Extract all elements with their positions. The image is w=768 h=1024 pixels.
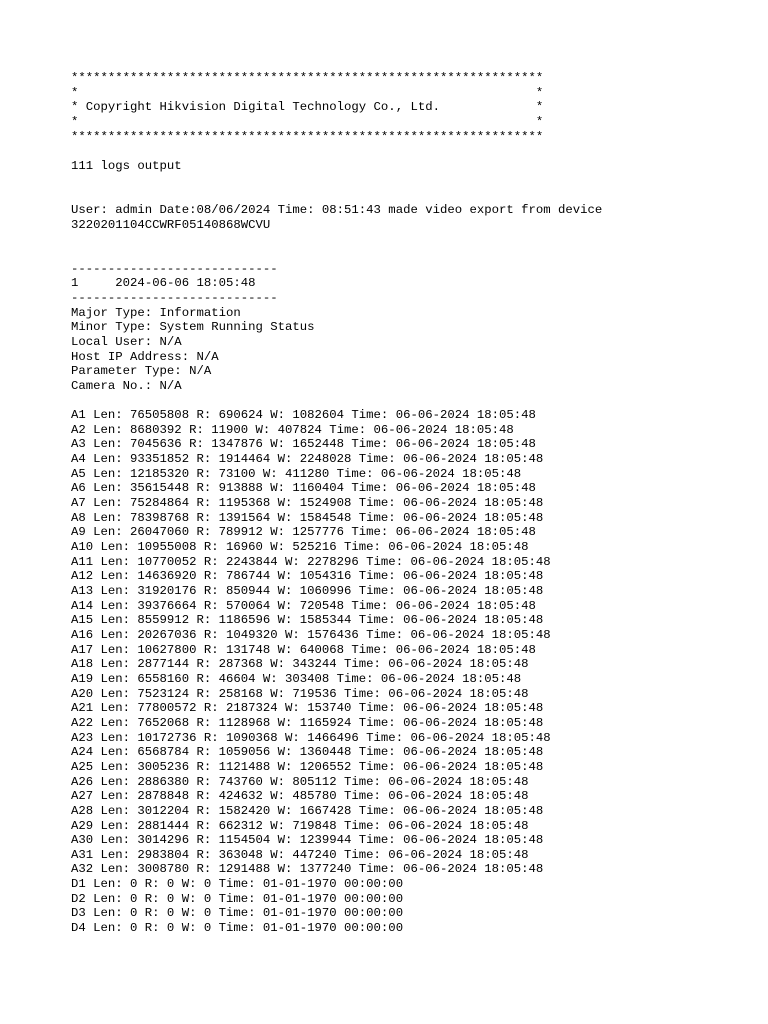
disk-stat-line: A19 Len: 6558160 R: 46604 W: 303408 Time: 06-06-2024 18:05:48 bbox=[71, 671, 522, 686]
entry-index: 1 bbox=[71, 276, 79, 291]
disk-stat-line: A13 Len: 31920176 R: 850944 W: 1060996 Time: 06-06-2024 18:05:48 bbox=[71, 584, 544, 598]
banner-copyright: * Copyright Hikvision Digital Technology Co., Ltd. * bbox=[71, 100, 544, 115]
entry-field: Camera No.: N/A bbox=[71, 378, 182, 393]
entry-separator: ---------------------------- bbox=[71, 290, 278, 305]
disk-stat-line: A4 Len: 93351852 R: 1914464 W: 2248028 Time: 06-06-2024 18:05:48 bbox=[71, 452, 544, 467]
entry-field: Parameter Type: N/A bbox=[71, 364, 212, 379]
disk-stat-line: A30 Len: 3014296 R: 1154504 W: 1239944 Time: 06-06-2024 18:05:48 bbox=[71, 833, 544, 848]
disk-stat-line: A9 Len: 26047060 R: 789912 W: 1257776 Time: 06-06-2024 18:05:48 bbox=[71, 525, 536, 540]
disk-stat-line: A14 Len: 39376664 R: 570064 W: 720548 Time: 06-06-2024 18:05:48 bbox=[71, 598, 536, 613]
entry-field: Local User: N/A bbox=[71, 334, 182, 349]
disk-stat-line: A20 Len: 7523124 R: 258168 W: 719536 Time: 06-06-2024 18:05:48 bbox=[71, 686, 529, 701]
disk-stat-line: D1 Len: 0 R: 0 W: 0 Time: 01-01-1970 00:00:00 bbox=[71, 877, 404, 892]
disk-stat-line: A6 Len: 35615448 R: 913888 W: 1160404 Time: 06-06-2024 18:05:48 bbox=[71, 481, 536, 496]
banner-border-bottom: **************************************************************** bbox=[71, 129, 544, 144]
disk-stat-line: A11 Len: 10770052 R: 2243844 W: 2278296 Time: 06-06-2024 18:05:48 bbox=[71, 554, 551, 569]
disk-stat-line: A22 Len: 7652068 R: 1128968 W: 1165924 Time: 06-06-2024 18:05:48 bbox=[71, 715, 544, 730]
disk-stat-line: A12 Len: 14636920 R: 786744 W: 1054316 Time: 06-06-2024 18:05:48 bbox=[71, 569, 544, 584]
disk-stat-line: A31 Len: 2983804 R: 363048 W: 447240 Time: 06-06-2024 18:05:48 bbox=[71, 847, 529, 862]
entry-separator: ---------------------------- bbox=[71, 261, 278, 276]
disk-stat-line: A15 Len: 8559912 R: 1186596 W: 1585344 Time: 06-06-2024 18:05:48 bbox=[71, 613, 544, 628]
disk-stat-line: A16 Len: 20267036 R: 1049320 W: 1576436 Time: 06-06-2024 18:05:48 bbox=[71, 627, 551, 642]
disk-stat-line: A7 Len: 75284864 R: 1195368 W: 1524908 Time: 06-06-2024 18:05:48 bbox=[71, 496, 544, 511]
export-device-id: 3220201104CCWRF05140868WCVU bbox=[71, 217, 271, 232]
disk-stat-line: A32 Len: 3008780 R: 1291488 W: 1377240 Time: 06-06-2024 18:05:48 bbox=[71, 862, 544, 877]
banner-blank-line: * * bbox=[71, 85, 544, 100]
log-document bbox=[71, 71, 602, 936]
entry-header bbox=[71, 276, 602, 291]
copyright-banner bbox=[71, 71, 602, 144]
disk-stat-line: A18 Len: 2877144 R: 287368 W: 343244 Time: 06-06-2024 18:05:48 bbox=[71, 657, 529, 672]
disk-stat-line: D4 Len: 0 R: 0 W: 0 Time: 01-01-1970 00:00:00 bbox=[71, 921, 404, 936]
disk-stat-line: A2 Len: 8680392 R: 11900 W: 407824 Time: 06-06-2024 18:05:48 bbox=[71, 422, 514, 437]
disk-stat-line: A10 Len: 10955008 R: 16960 W: 525216 Time: 06-06-2024 18:05:48 bbox=[71, 540, 529, 555]
log-entry bbox=[71, 262, 602, 936]
logs-count: 111 logs output bbox=[71, 158, 182, 173]
entry-field: Host IP Address: N/A bbox=[71, 349, 219, 364]
disk-stat-line: A24 Len: 6568784 R: 1059056 W: 1360448 Time: 06-06-2024 18:05:48 bbox=[71, 745, 544, 760]
disk-stat-line: A17 Len: 10627800 R: 131748 W: 640068 Time: 06-06-2024 18:05:48 bbox=[71, 642, 536, 657]
disk-stat-line: A28 Len: 3012204 R: 1582420 W: 1667428 Time: 06-06-2024 18:05:48 bbox=[71, 803, 544, 818]
banner-blank-line: * * bbox=[71, 114, 544, 129]
disk-stat-line: A5 Len: 12185320 R: 73100 W: 411280 Time: 06-06-2024 18:05:48 bbox=[71, 466, 522, 481]
disk-stat-line: A8 Len: 78398768 R: 1391564 W: 1584548 Time: 06-06-2024 18:05:48 bbox=[71, 510, 544, 525]
disk-stat-line: A25 Len: 3005236 R: 1121488 W: 1206552 Time: 06-06-2024 18:05:48 bbox=[71, 759, 544, 774]
export-note bbox=[71, 203, 602, 232]
disk-stat-line: A21 Len: 77800572 R: 2187324 W: 153740 Time: 06-06-2024 18:05:48 bbox=[71, 701, 544, 716]
disk-stat-line: A27 Len: 2878848 R: 424632 W: 485780 Time: 06-06-2024 18:05:48 bbox=[71, 789, 529, 804]
entry-fields bbox=[71, 306, 602, 394]
disk-stat-line: A23 Len: 10172736 R: 1090368 W: 1466496 Time: 06-06-2024 18:05:48 bbox=[71, 730, 551, 745]
disk-stat-line: D2 Len: 0 R: 0 W: 0 Time: 01-01-1970 00:00:00 bbox=[71, 891, 404, 906]
entry-datetime: 2024-06-06 18:05:48 bbox=[115, 276, 256, 291]
disk-stat-line: A3 Len: 7045636 R: 1347876 W: 1652448 Time: 06-06-2024 18:05:48 bbox=[71, 437, 536, 452]
entry-field: Minor Type: System Running Status bbox=[71, 320, 315, 335]
entry-field: Major Type: Information bbox=[71, 305, 241, 320]
disk-stat-line: A29 Len: 2881444 R: 662312 W: 719848 Time: 06-06-2024 18:05:48 bbox=[71, 818, 529, 833]
disk-stat-line: A26 Len: 2886380 R: 743760 W: 805112 Time: 06-06-2024 18:05:48 bbox=[71, 774, 529, 789]
export-note-line: User: admin Date:08/06/2024 Time: 08:51:43 made video export from device bbox=[71, 202, 603, 217]
disk-stat-line: A1 Len: 76505808 R: 690624 W: 1082604 Time: 06-06-2024 18:05:48 bbox=[71, 408, 536, 423]
disk-stat-line: D3 Len: 0 R: 0 W: 0 Time: 01-01-1970 00:00:00 bbox=[71, 906, 404, 921]
banner-border-top: **************************************************************** bbox=[71, 71, 544, 85]
disk-stats bbox=[71, 408, 602, 936]
